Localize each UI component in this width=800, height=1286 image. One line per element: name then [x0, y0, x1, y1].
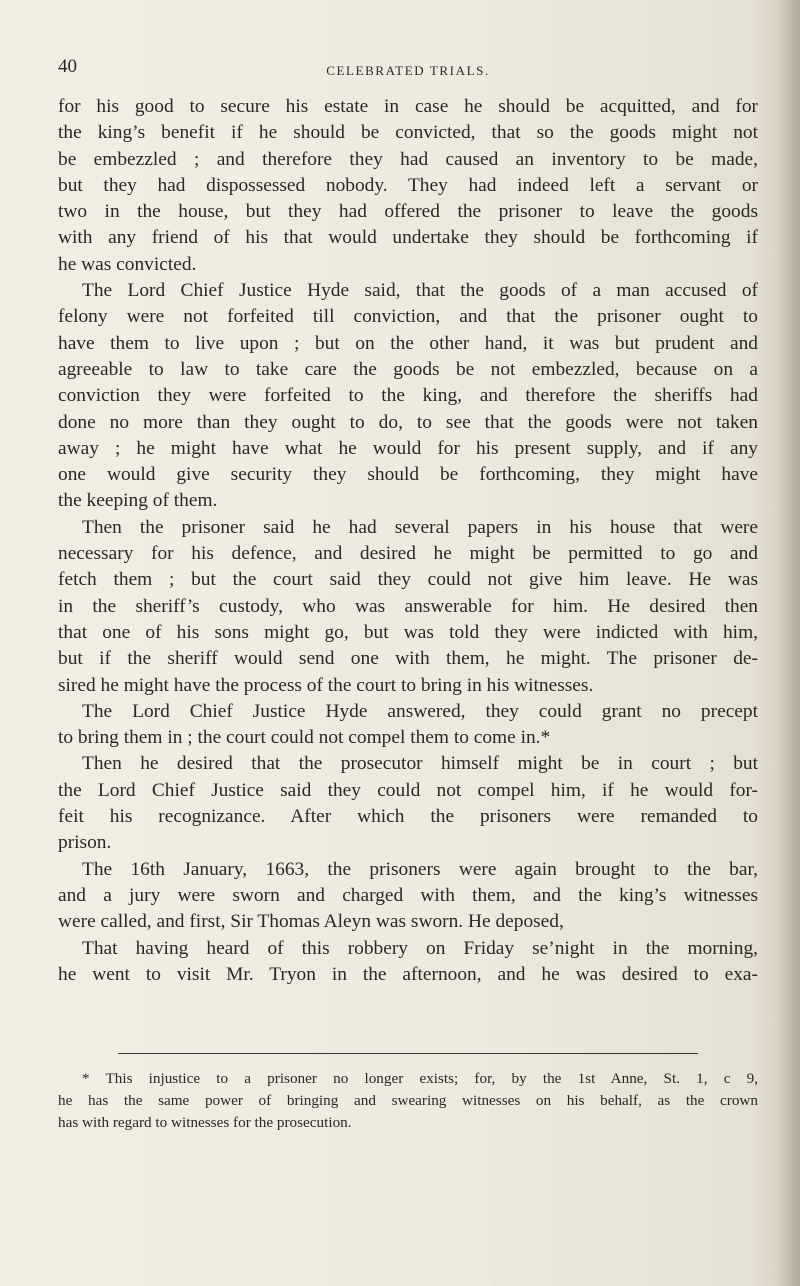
text-line: The Lord Chief Justice Hyde answered, they could grant no precept [82, 700, 758, 722]
text-line: but if the sheriff would send one with them, he might. The prisoner de- [58, 648, 758, 670]
text-line: away ; he might have what he would for his present supply, and if any [58, 437, 758, 459]
text-line: Then he desired that the prosecutor himself might be in court ; but [82, 753, 758, 775]
text-line: necessary for his defence, and desired he might be permitted to go and [58, 543, 758, 565]
text-line: the Lord Chief Justice said they could not compel him, if he would for- [58, 779, 758, 801]
text-line: for his good to secure his estate in case he should be acquitted, and for [58, 96, 758, 117]
text-line: conviction they were forfeited to the king, and therefore the sheriffs had [58, 385, 758, 407]
running-head: CELEBRATED TRIALS. [326, 63, 490, 78]
text-line: have them to live upon ; but on the other hand, it was but prudent and [58, 332, 758, 354]
text-line: felony were not forfeited till conviction, and that the prisoner ought to [58, 306, 758, 328]
footnote [58, 1068, 758, 1134]
footnote-line: he has the same power of bringing and swearing witnesses on his behalf, as the crown [58, 1092, 758, 1109]
footnote-line: * This injustice to a prisoner no longer exists; for, by the 1st Anne, St. 1, c 9, [82, 1070, 758, 1087]
text-line: agreeable to law to take care the goods be not embezzled, because on a [58, 358, 758, 380]
page-header [58, 56, 758, 78]
text-line: one would give security they should be forthcoming, they might have [58, 464, 758, 486]
footnote-line: has with regard to witnesses for the prosecution. [58, 1114, 352, 1131]
text-line: Then the prisoner said he had several papers in his house that were [82, 516, 758, 538]
text-line: that one of his sons might go, but was told they were indicted with him, [58, 621, 758, 643]
text-line: to bring them in ; the court could not compel them to come in.* [58, 727, 551, 749]
text-line: in the sheriff’s custody, who was answerable for him. He desired then [58, 595, 758, 617]
text-line: were called, and first, Sir Thomas Aleyn was sworn. He deposed, [58, 911, 564, 933]
text-line: The Lord Chief Justice Hyde said, that the goods of a man accused of [82, 280, 758, 302]
text-line: prison. [58, 832, 112, 854]
text-line: the king’s benefit if he should be convicted, that so the goods might not [58, 122, 758, 144]
text-line: two in the house, but they had offered the prisoner to leave the goods [58, 201, 758, 223]
text-line: he was convicted. [58, 253, 197, 275]
body-text [58, 94, 758, 988]
text-line: be embezzled ; and therefore they had caused an inventory to be made, [58, 148, 758, 170]
text-line: the keeping of them. [58, 490, 218, 512]
text-line: That having heard of this robbery on Friday se’night in the morning, [82, 937, 758, 959]
text-line: he went to visit Mr. Tryon in the afternoon, and he was desired to exa- [58, 963, 758, 985]
page-number: 40 [58, 56, 77, 77]
text-line: done no more than they ought to do, to see that the goods were not taken [58, 411, 758, 433]
page-edge-shadow [778, 0, 800, 1286]
text-line: feit his recognizance. After which the prisoners were remanded to [58, 806, 758, 828]
text-line: sired he might have the process of the court to bring in his witnesses. [58, 674, 594, 696]
text-line: and a jury were sworn and charged with them, and the king’s witnesses [58, 884, 758, 906]
footnote-divider [118, 1053, 698, 1054]
text-line: but they had dispossessed nobody. They had indeed left a servant or [58, 174, 758, 196]
text-line: The 16th January, 1663, the prisoners were again brought to the bar, [82, 858, 758, 880]
text-line: with any friend of his that would undertake they should be forthcoming if [58, 227, 758, 249]
text-line: fetch them ; but the court said they could not give him leave. He was [58, 569, 758, 591]
